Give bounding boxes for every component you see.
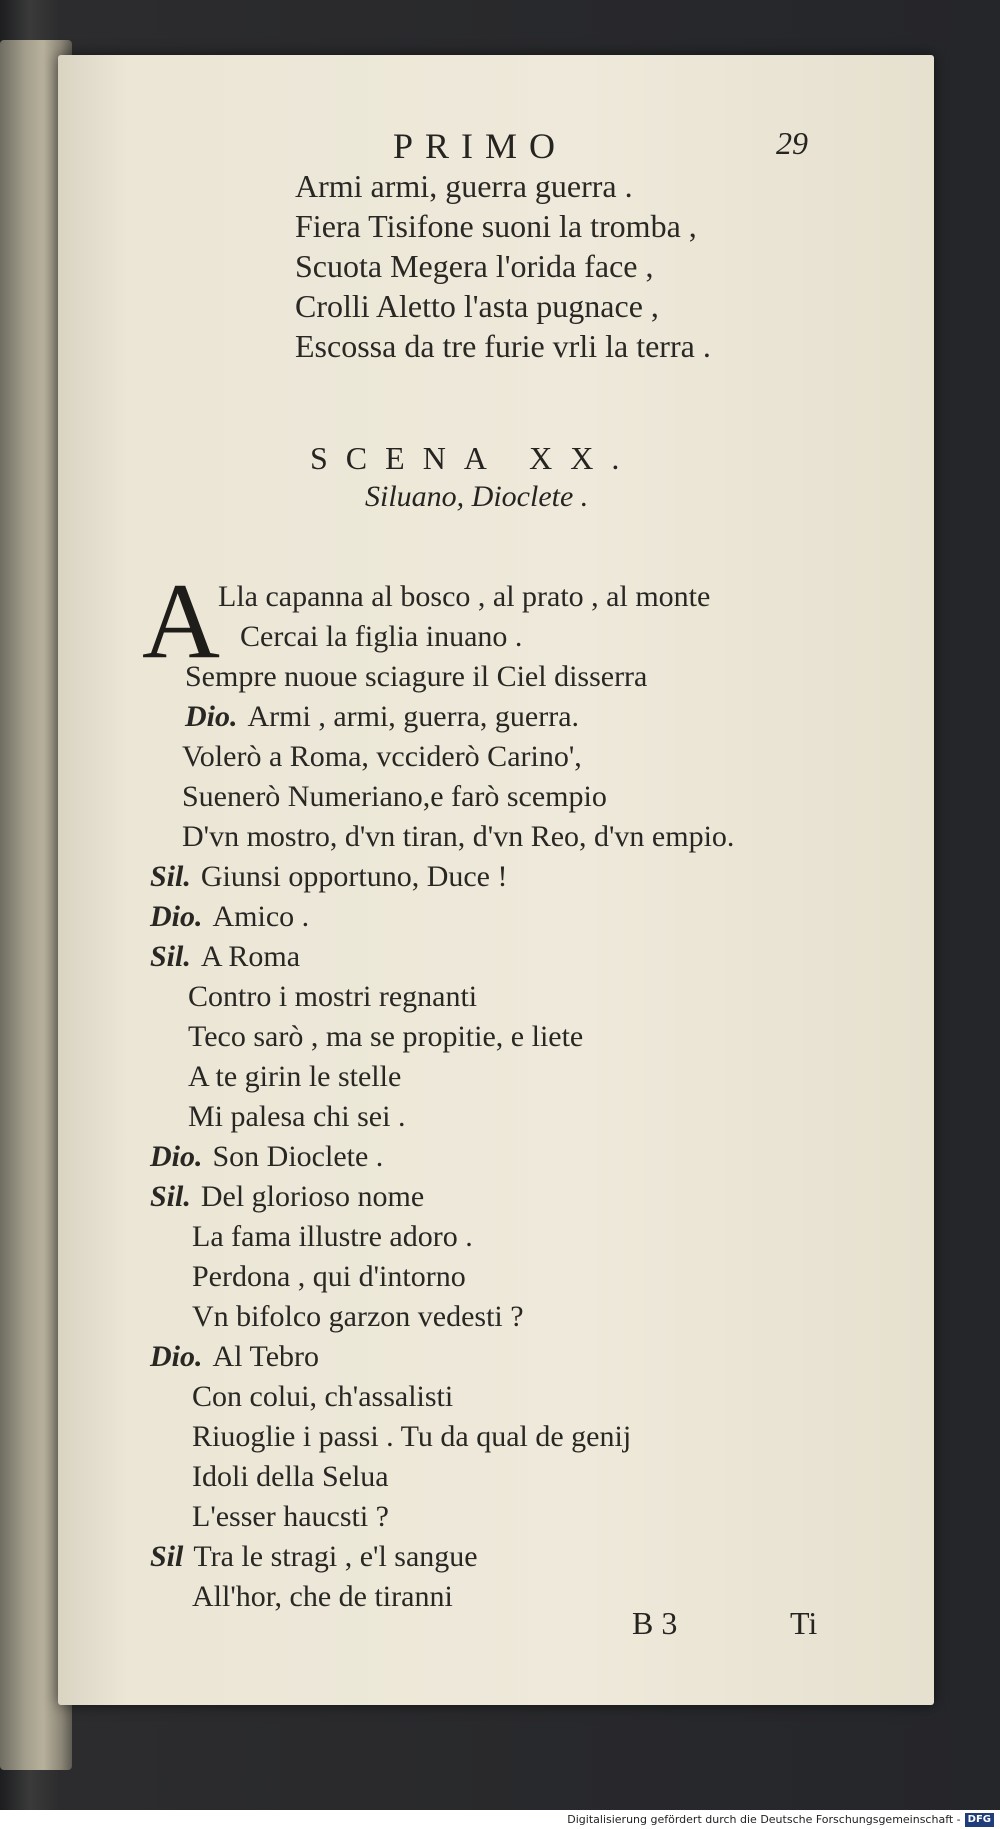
dialogue-line: [192, 1380, 453, 1414]
dialogue-line: [182, 740, 582, 774]
dialogue-text: Con colui, ch'assalisti: [192, 1380, 454, 1413]
dialogue-line: [182, 820, 734, 854]
drop-cap: A: [142, 562, 220, 681]
dfg-logo: DFG: [965, 1813, 994, 1827]
speaker-label: Dio.: [150, 900, 203, 933]
scene-persons: Siluano, Dioclete .: [365, 480, 589, 513]
verse-line: Escossa da tre furie vrli la terra .: [295, 328, 711, 364]
dialogue-line: [188, 1060, 401, 1094]
dialogue-text: Armi , armi, guerra, guerra.: [247, 700, 580, 733]
dialogue-text: A te girin le stelle: [188, 1060, 402, 1093]
speaker-label: Sil.: [150, 860, 191, 893]
dialogue-line: [150, 940, 300, 974]
dialogue-text: Suenerò Numeriano,e farò scempio: [182, 780, 607, 813]
dialogue-text: Al Tebro: [212, 1340, 319, 1373]
footer-credit: Digitalisierung gefördert durch die Deutsche Forschungsgemeinschaft -: [567, 1813, 961, 1826]
dialogue-line: [185, 660, 647, 694]
dialogue-line: [150, 900, 309, 934]
dialogue-line: [182, 780, 607, 814]
scene-heading: SCENA XX.: [310, 440, 638, 476]
dialogue-text: Idoli della Selua: [192, 1460, 389, 1493]
dialogue-line: [150, 1540, 478, 1574]
speaker-label: Dio.: [150, 1340, 203, 1373]
dialogue-line: [192, 1420, 631, 1454]
dialogue-text: Teco sarò , ma se propitie, e liete: [188, 1020, 584, 1053]
dialogue-line: [192, 1580, 453, 1614]
dialogue-text: Mi palesa chi sei .: [188, 1100, 406, 1133]
dialogue-line: [150, 860, 507, 894]
dialogue-text: Sempre nuoue sciagure il Ciel disserra: [185, 660, 648, 693]
dialogue-text: Contro i mostri regnanti: [188, 980, 478, 1013]
dialogue-line: [150, 1340, 319, 1374]
dialogue-text: Riuoglie i passi . Tu da qual de genij: [192, 1420, 632, 1453]
catchword: Ti: [790, 1605, 818, 1641]
dialogue-text: Giunsi opportuno, Duce !: [200, 860, 508, 893]
dialogue-line: [192, 1300, 524, 1334]
dialogue-line: [185, 700, 579, 734]
verse-line: Armi armi, guerra guerra .: [295, 168, 633, 204]
dialogue-text: L'esser haucsti ?: [192, 1500, 389, 1533]
dialogue-line: [192, 1500, 389, 1534]
digitization-footer: [0, 1810, 1000, 1829]
dialogue-text: D'vn mostro, d'vn tiran, d'vn Reo, d'vn empio.: [182, 820, 735, 853]
verse-line: Fiera Tisifone suoni la tromba ,: [295, 208, 697, 244]
dialogue-text: A Roma: [200, 940, 301, 973]
dialogue-text: Tra le stragi , e'l sangue: [193, 1540, 478, 1573]
dialogue-line: [188, 1100, 405, 1134]
dialogue-text: Volerò a Roma, vcciderò Carino',: [182, 740, 582, 773]
speaker-label: Sil.: [150, 1180, 191, 1213]
dialogue-text: Perdona , qui d'intorno: [192, 1260, 466, 1293]
dialogue-line: [150, 1140, 383, 1174]
speaker-label: Sil.: [150, 940, 191, 973]
speaker-label: Dio.: [150, 1140, 203, 1173]
dialogue-text: La fama illustre adoro .: [192, 1220, 473, 1253]
dialogue-text: Cercai la figlia inuano .: [240, 620, 523, 653]
dialogue-line: [192, 1460, 389, 1494]
running-head: PRIMO: [393, 126, 568, 166]
speaker-label: Dio.: [185, 700, 238, 733]
signature-mark: B 3: [632, 1605, 678, 1641]
dialogue-line: [192, 1260, 466, 1294]
speaker-label: Sil: [150, 1540, 184, 1573]
verse-line: Crolli Aletto l'asta pugnace ,: [295, 288, 659, 324]
dialogue-text: Son Dioclete .: [212, 1140, 384, 1173]
dialogue-text: All'hor, che de tiranni: [192, 1580, 453, 1613]
dialogue-text: Amico .: [212, 900, 310, 933]
dialogue-text: Del glorioso nome: [200, 1180, 425, 1213]
dialogue-line: [188, 980, 477, 1014]
dialogue-line: [188, 1020, 583, 1054]
page-number: 29: [776, 125, 808, 161]
verse-line: Scuota Megera l'orida face ,: [295, 248, 654, 284]
dialogue-line: [150, 1180, 424, 1214]
dialogue-line: [192, 1220, 473, 1254]
dialogue-line: [218, 580, 710, 614]
dialogue-line: [240, 620, 522, 654]
dialogue-text: Lla capanna al bosco , al prato , al monte: [218, 580, 711, 613]
dialogue-text: Vn bifolco garzon vedesti ?: [192, 1300, 524, 1333]
